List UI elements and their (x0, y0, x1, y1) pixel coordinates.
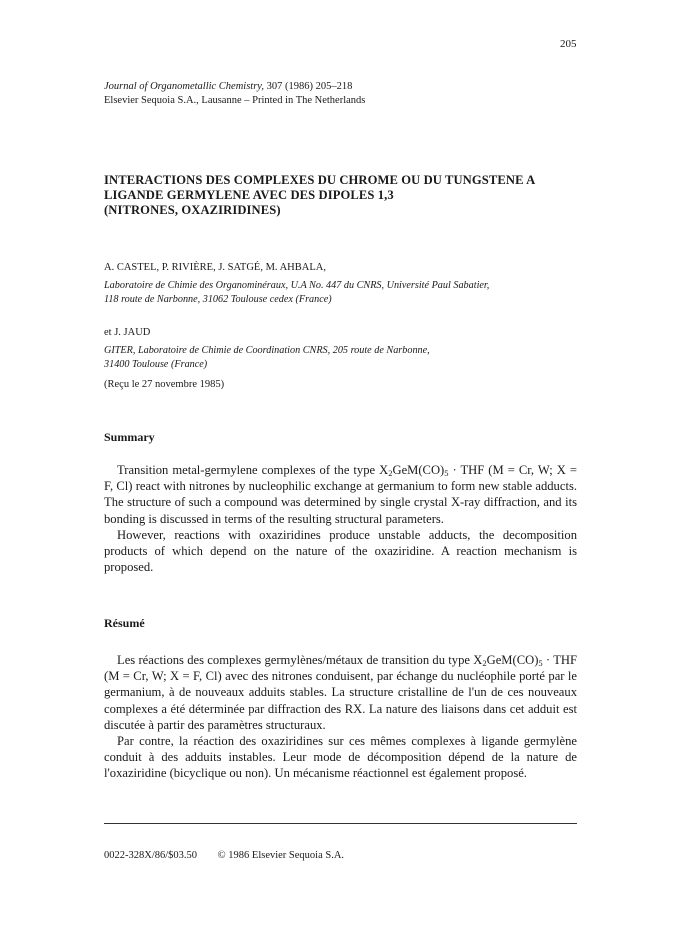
summary-paragraph-1 (104, 462, 577, 527)
publisher-line: Elsevier Sequoia S.A., Lausanne – Printed in The Netherlands (104, 95, 366, 106)
title-line-3: (NITRONES, OXAZIRIDINES) (104, 203, 281, 217)
affiliation-1-line-2: 118 route de Narbonne, 31062 Toulouse cedex (France) (104, 294, 332, 305)
journal-volume: 307 (1986) 205–218 (264, 81, 353, 92)
resume-p1-text-a: Les réactions des complexes germylènes/métaux de transition du type X (117, 653, 483, 667)
affiliation-2-line-2: 31400 Toulouse (France) (104, 359, 208, 370)
title-line-2: LIGANDE GERMYLENE AVEC DES DIPOLES 1,3 (104, 188, 394, 202)
second-author: et J. JAUD (104, 327, 151, 338)
journal-title: Journal of Organometallic Chemistry, (104, 81, 265, 92)
summary-body (104, 462, 577, 575)
resume-heading: Résumé (104, 616, 145, 630)
affiliation-1-line-1: Laboratoire de Chimie des Organominéraux, U.A No. 447 du CNRS, Université Paul Sabatier, (104, 280, 490, 291)
author-list: A. CASTEL, P. RIVIÈRE, J. SATGÉ, M. AHBALA, (104, 262, 326, 273)
footer-rule (104, 823, 577, 824)
affiliation-2-line-1: GITER, Laboratoire de Chimie de Coordination CNRS, 205 route de Narbonne, (104, 345, 430, 356)
footer-code: 0022-328X/86/$03.50 (104, 850, 198, 861)
title-line-1: INTERACTIONS DES COMPLEXES DU CHROME OU DU TUNGSTENE A (104, 173, 536, 187)
subscript: 2 (482, 658, 487, 668)
resume-paragraph-1 (104, 652, 577, 733)
footer (104, 850, 344, 861)
summary-heading: Summary (104, 430, 155, 444)
summary-p1-text-a: Transition metal-germylene complexes of the type X (117, 463, 389, 477)
resume-paragraph-2: Par contre, la réaction des oxaziridines sur ces mêmes complexes à ligande germylène conduit à des adduits instables. Leur mode de décomposition dépend de la nature de l'oxaziridine (bicyclique ou non). Un mécanisme réactionnel est également proposé. (104, 734, 577, 781)
subscript: 2 (388, 468, 393, 478)
received-date: (Reçu le 27 novembre 1985) (104, 379, 225, 390)
summary-paragraph-2: However, reactions with oxaziridines produce unstable adducts, the decomposition products of which depend on the nature of the oxaziridine. A reaction mechanism is proposed. (104, 527, 577, 575)
page-number: 205 (560, 38, 577, 50)
summary-p1-text-b: GeM(CO) (392, 463, 445, 477)
subscript: 5 (538, 658, 543, 668)
resume-p1-text-b: GeM(CO) (486, 653, 539, 667)
footer-copyright: © 1986 Elsevier Sequoia S.A. (217, 850, 345, 861)
affiliation-1 (104, 279, 489, 307)
summary-p1-text-c: · THF (M = Cr, W; X = F, Cl) react with nitrones by nucleophilic exchange at germanium to form new stable adducts. The structure of such a compound was determined by single crystal X-ray diffraction, and its bonding is discussed in terms of the resulting structural parameters. (104, 463, 577, 526)
resume-body (104, 652, 577, 782)
journal-line-1 (104, 80, 365, 94)
journal-citation (104, 80, 365, 108)
affiliation-2 (104, 344, 430, 372)
subscript: 5 (444, 468, 449, 478)
resume-p1-text-c: · THF (M = Cr, W; X = F, Cl) avec des nitrones conduisent, par échange du nucléophile porté par le germanium, à de nouveaux adduits stables. La structure cristalline de l'un de ces nouveaux complexes a été déterminée par diffraction des RX. La nature des liaisons dans cet adduit est discutée à partir des paramètres structuraux. (104, 653, 577, 732)
article-title (104, 173, 604, 218)
